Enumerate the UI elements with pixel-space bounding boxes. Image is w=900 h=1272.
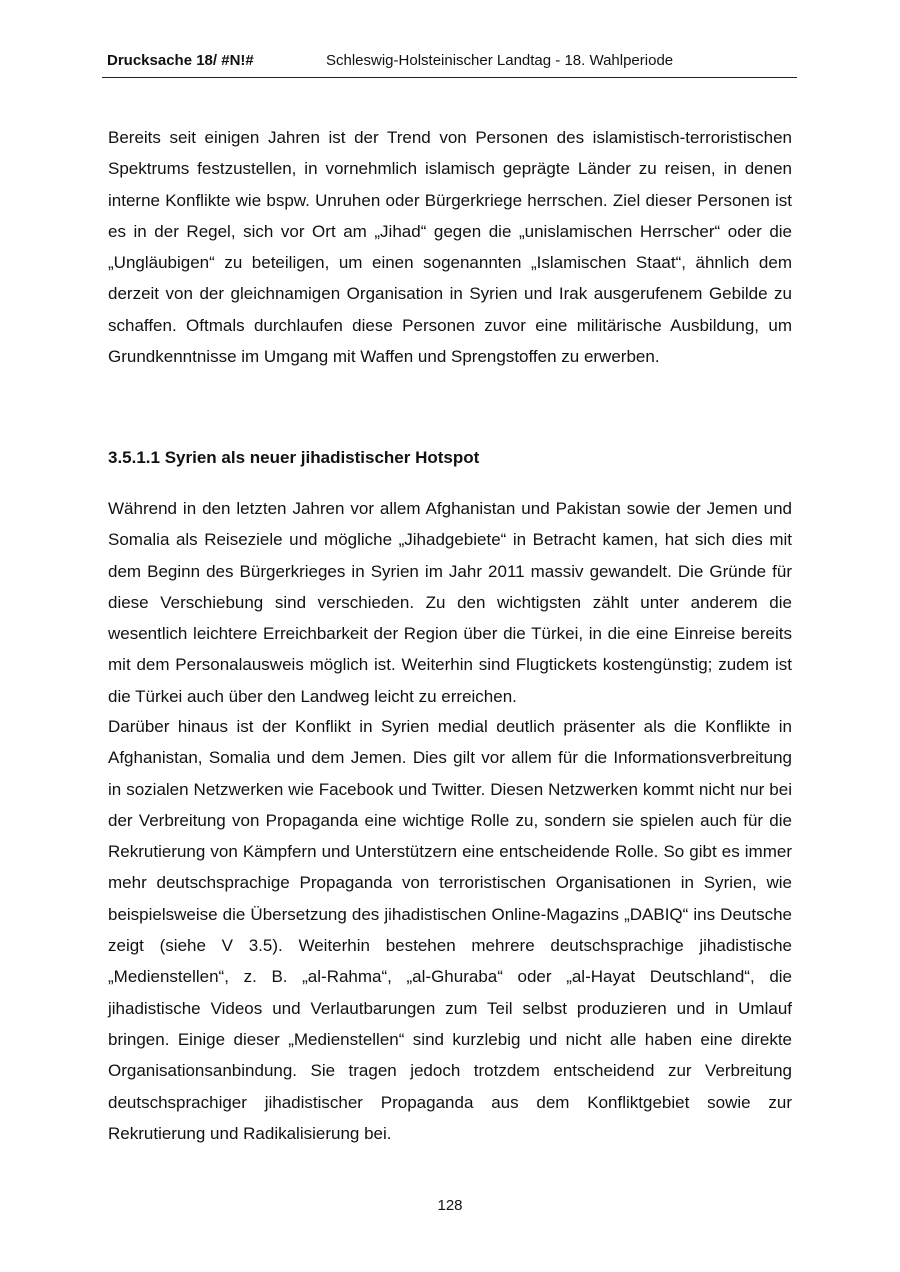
page-number: 128 [437, 1197, 463, 1214]
header-title: Schleswig-Holsteinischer Landtag - 18. Wahlperiode [326, 52, 674, 69]
intro-paragraph: Bereits seit einigen Jahren ist der Trend von Personen des islamistisch-terroristischen Spektrums festzustellen, in vornehmlich islamisch geprägte Länder zu reisen, in denen interne Konflikte wie bspw. Unruhen oder Bürgerkriege herrschen. Ziel dieser Personen ist es in der Regel, sich vor Ort am „Jihad“ gegen die „unislamischen Herrscher“ oder die „Ungläubigen“ zu beteiligen, um einen sogenannten „Islamischen Staat“, ähnlich dem derzeit von der gleichnamigen Organisation in Syrien und Irak ausgerufenem Gebilde zu schaffen. Oftmals durchlaufen diese Personen zuvor eine militärische Ausbildung, um Grundkenntnisse im Umgang mit Waffen und Sprengstoffen zu erwerben. [108, 128, 792, 367]
body-paragraph-2: Darüber hinaus ist der Konflikt in Syrien medial deutlich präsenter als die Konflikte in Afghanistan, Somalia und dem Jemen. Dies gilt vor allem für die Informationsverbreitung in sozialen Netzwerken wie Facebook und Twitter. Diesen Netzwerken kommt nicht nur bei der Verbreitung von Propaganda eine wichtige Rolle zu, sondern sie spielen auch für die Rekrutierung von Kämpfern und Unterstützern eine entscheidende Rolle. So gibt es immer mehr deutschsprachige Propaganda von terroristischen Organisationen in Syrien, wie beispielsweise die Übersetzung des jihadistischen Online-Magazins „DABIQ“ ins Deutsche zeigt (siehe V 3.5). Weiterhin bestehen mehrere deutschsprachige jihadistische „Medienstellen“, z. B. „al-Rahma“, „al-Ghuraba“ oder „al-Hayat Deutschland“, die jihadistische Videos und Verlautbarungen zum Teil selbst produzieren und in Umlauf bringen. Einige dieser „Medienstellen“ sind kurzlebig und nicht alle haben eine direkte Organisationsanbindung. Sie tragen jedoch trotzdem entscheidend zur Verbreitung deutschsprachiger jihadistischer Propaganda aus dem Konfliktgebiet sowie zur Rekrutierung und Radikalisierung bei. [108, 717, 792, 1143]
document-number: Drucksache 18/ #N!# [107, 52, 254, 69]
body-paragraph-1: Während in den letzten Jahren vor allem Afghanistan und Pakistan sowie der Jemen und Somalia als Reiseziele und mögliche „Jihadgebiete“ in Betracht kamen, hat sich dies mit dem Beginn des Bürgerkrieges in Syrien im Jahr 2011 massiv gewandelt. Die Gründe für diese Verschiebung sind verschieden. Zu den wichtigsten zählt unter anderem die wesentlich leichtere Erreichbarkeit der Region über die Türkei, in die eine Einreise bereits mit dem Personalausweis möglich ist. Weiterhin sind Flugtickets kostengünstig; zudem ist die Türkei auch über den Landweg leicht zu erreichen. [108, 499, 792, 706]
page-header [102, 50, 797, 78]
section-heading: 3.5.1.1 Syrien als neuer jihadistischer Hotspot [108, 448, 480, 467]
